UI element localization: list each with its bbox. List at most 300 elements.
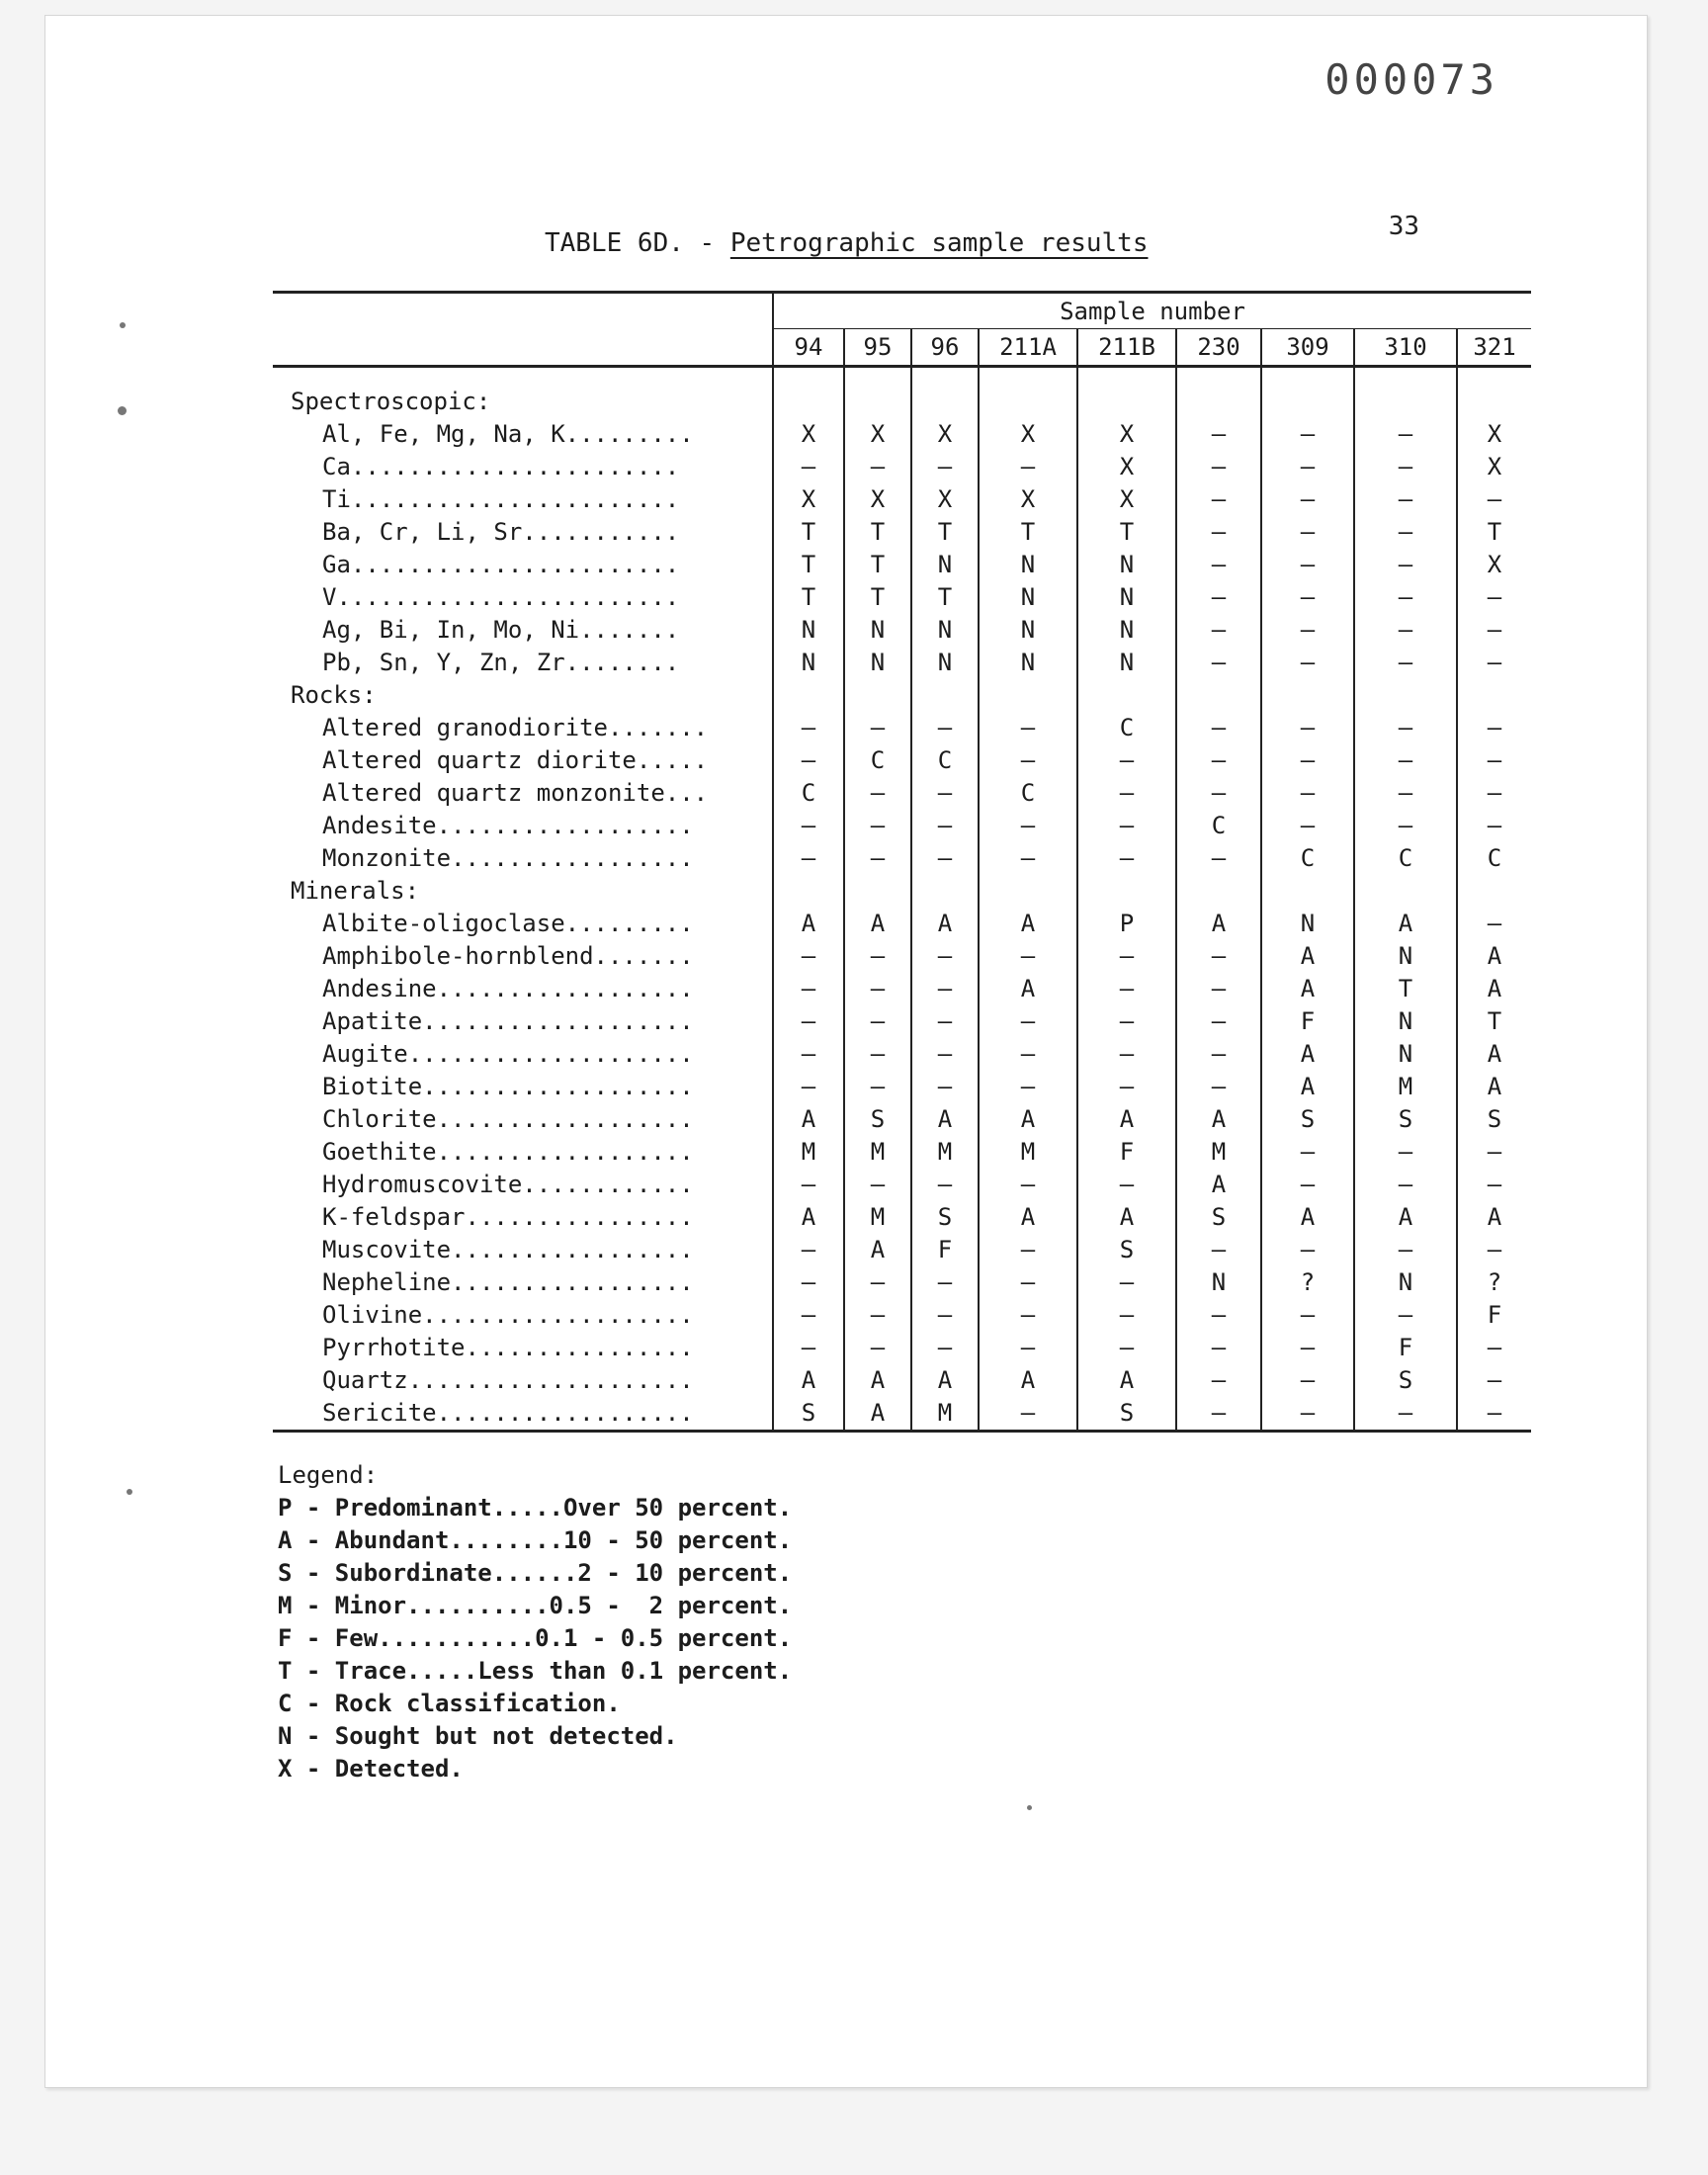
result-cell: – [979,1038,1077,1071]
table-row [273,516,1531,549]
result-cell: S [1077,1397,1176,1432]
result-cell: ? [1261,1266,1354,1299]
table-row [273,1005,1531,1038]
result-cell: M [1176,1136,1261,1169]
result-cell: A [844,1397,911,1432]
result-cell [1457,875,1531,908]
result-cell: A [773,1103,844,1136]
result-cell: X [911,418,979,451]
section-row [273,679,1531,712]
result-cell [1354,679,1457,712]
result-cell [773,679,844,712]
result-cell: F [1261,1005,1354,1038]
result-cell: – [911,1005,979,1038]
result-cell: M [844,1201,911,1234]
section-label: Spectroscopic: [291,388,491,415]
result-cell: T [773,549,844,581]
result-cell: X [844,418,911,451]
row-label: Chlorite.................. [322,1105,694,1133]
table-row [273,1266,1531,1299]
result-cell: F [1457,1299,1531,1332]
result-cell: S [1457,1103,1531,1136]
result-cell: A [911,1364,979,1397]
result-cell [844,367,911,419]
result-cell: S [1176,1201,1261,1234]
result-cell: – [844,973,911,1005]
result-cell: – [844,712,911,744]
result-cell: A [1077,1364,1176,1397]
result-cell: – [1176,940,1261,973]
result-cell: – [979,744,1077,777]
result-cell: C [1457,842,1531,875]
result-cell [979,367,1077,419]
result-cell: – [773,810,844,842]
result-cell: – [844,1169,911,1201]
result-cell [1176,679,1261,712]
result-cell: N [1077,647,1176,679]
result-cell: – [773,1299,844,1332]
result-cell: A [844,1234,911,1266]
result-cell: T [1077,516,1176,549]
result-cell: N [1354,1005,1457,1038]
table-row [273,908,1531,940]
result-cell: A [773,1364,844,1397]
row-label: Ba, Cr, Li, Sr........... [322,518,680,546]
result-cell: – [1354,647,1457,679]
result-cell: – [1261,1397,1354,1432]
result-cell: – [1354,1397,1457,1432]
result-cell: – [979,1266,1077,1299]
table-row [273,1397,1531,1432]
table-row [273,973,1531,1005]
result-cell [1354,367,1457,419]
result-cell: – [1077,1071,1176,1103]
result-cell: A [1176,908,1261,940]
legend-items [278,1492,792,1785]
result-cell: T [1457,1005,1531,1038]
result-cell: – [1176,451,1261,483]
result-cell: – [911,1169,979,1201]
result-cell: F [911,1234,979,1266]
result-cell: – [1261,744,1354,777]
row-label: Hydromuscovite............ [322,1171,694,1198]
result-cell: – [1077,744,1176,777]
result-cell: – [1354,712,1457,744]
result-cell: A [844,1364,911,1397]
result-cell: T [911,581,979,614]
sample-column-header: 96 [911,329,979,367]
result-cell: N [1354,1038,1457,1071]
table-row [273,1201,1531,1234]
result-cell: – [911,712,979,744]
row-label: Amphibole-hornblend....... [322,942,694,970]
result-cell: – [1261,483,1354,516]
result-cell: T [1457,516,1531,549]
row-label: Goethite.................. [322,1138,694,1166]
result-cell: – [1457,1234,1531,1266]
paper-speck [1027,1805,1032,1810]
result-cell: – [911,1071,979,1103]
row-label: Albite-oligoclase......... [322,910,694,937]
sample-column-header: 310 [1354,329,1457,367]
result-cell: A [1457,973,1531,1005]
table-row [273,1169,1531,1201]
result-cell: – [1176,418,1261,451]
result-cell: – [1261,777,1354,810]
result-cell: – [1077,1005,1176,1038]
result-cell: X [773,483,844,516]
result-cell: – [979,1332,1077,1364]
result-cell: N [1354,1266,1457,1299]
result-cell: – [1077,1299,1176,1332]
result-cell: – [1354,451,1457,483]
table-row [273,940,1531,973]
legend-item: F - Few...........0.1 - 0.5 percent. [278,1624,793,1652]
row-label: Ag, Bi, In, Mo, Ni....... [322,616,680,644]
result-cell: T [844,581,911,614]
result-cell: – [1354,516,1457,549]
result-cell: A [1354,908,1457,940]
result-cell: A [1457,1201,1531,1234]
result-cell: N [911,647,979,679]
result-cell: – [844,1332,911,1364]
row-label: Altered quartz diorite..... [322,746,709,774]
row-label: Sericite.................. [273,1397,773,1432]
result-cell: X [1077,418,1176,451]
result-cell: X [844,483,911,516]
result-cell: – [1457,581,1531,614]
table-row [273,1038,1531,1071]
result-cell [979,679,1077,712]
legend-item: X - Detected. [278,1755,464,1783]
table-body [273,367,1531,1432]
result-cell: – [1261,549,1354,581]
result-cell: – [1176,1071,1261,1103]
result-cell: N [1354,940,1457,973]
result-cell: – [1176,744,1261,777]
result-cell: – [1077,810,1176,842]
result-cell: F [1077,1136,1176,1169]
result-cell: – [1457,1169,1531,1201]
row-label: V........................ [322,583,680,611]
result-cell: A [1457,1071,1531,1103]
result-cell: N [1261,908,1354,940]
legend [278,1459,792,1785]
result-cell: – [1077,1038,1176,1071]
result-cell: X [1457,549,1531,581]
result-cell: A [1176,1169,1261,1201]
row-label: Ca....................... [322,453,680,480]
result-cell: – [1176,549,1261,581]
row-label: Altered quartz monzonite... [322,779,709,807]
result-cell [911,875,979,908]
result-cell: – [1176,1364,1261,1397]
result-cell: – [979,940,1077,973]
table-row [273,1364,1531,1397]
result-cell [1077,679,1176,712]
petrographic-results-table [273,291,1531,1433]
table-title-prefix: TABLE 6D. - [545,228,730,258]
result-cell [1261,875,1354,908]
result-cell: – [1176,842,1261,875]
result-cell: S [1354,1364,1457,1397]
result-cell: – [911,1266,979,1299]
paper-speck [127,1489,132,1495]
result-cell: A [1457,1038,1531,1071]
result-cell: – [844,1071,911,1103]
result-cell: – [844,1266,911,1299]
result-cell: N [844,647,911,679]
legend-item: C - Rock classification. [278,1690,621,1717]
result-cell: N [844,614,911,647]
result-cell: M [979,1136,1077,1169]
table-row [273,581,1531,614]
result-cell: – [1176,647,1261,679]
result-cell: – [1354,777,1457,810]
result-cell: – [1077,940,1176,973]
row-label: Muscovite................. [322,1236,694,1263]
result-cell: T [979,516,1077,549]
result-cell: X [1457,451,1531,483]
result-cell [1176,367,1261,419]
page-number: 33 [1388,212,1419,241]
result-cell: – [844,1299,911,1332]
result-cell: – [1176,581,1261,614]
result-cell: – [1261,712,1354,744]
result-cell: – [1261,1136,1354,1169]
result-cell: – [1457,744,1531,777]
result-cell: – [1457,908,1531,940]
result-cell [1176,875,1261,908]
result-cell: – [979,712,1077,744]
result-cell: – [773,842,844,875]
result-cell: F [1354,1332,1457,1364]
result-cell: – [773,973,844,1005]
result-cell: C [979,777,1077,810]
result-cell: – [1457,1136,1531,1169]
result-cell: – [979,1234,1077,1266]
result-cell: – [1261,1299,1354,1332]
result-cell: – [1176,973,1261,1005]
result-cell: A [979,1103,1077,1136]
result-cell: – [1261,810,1354,842]
result-cell: – [979,810,1077,842]
result-cell: – [1354,418,1457,451]
result-cell: – [1354,614,1457,647]
result-cell: A [1261,940,1354,973]
sample-column-header: 95 [844,329,911,367]
table-row [273,418,1531,451]
result-cell: – [1261,1234,1354,1266]
result-cell: – [1457,647,1531,679]
result-cell: T [911,516,979,549]
row-label: Pyrrhotite................ [322,1334,694,1361]
row-label: Pb, Sn, Y, Zn, Zr........ [322,649,680,676]
result-cell: A [773,1201,844,1234]
row-label: Andesite.................. [322,812,694,839]
result-cell [911,367,979,419]
result-cell: M [844,1136,911,1169]
result-cell: – [1176,1234,1261,1266]
result-cell: A [1261,1201,1354,1234]
result-cell: X [773,418,844,451]
result-cell: X [979,483,1077,516]
result-cell: – [773,744,844,777]
result-cell: – [773,1234,844,1266]
result-cell: M [911,1397,979,1432]
result-cell: – [979,1397,1077,1432]
result-cell: S [1077,1234,1176,1266]
result-cell: – [1261,516,1354,549]
result-cell [1457,367,1531,419]
result-cell: N [979,647,1077,679]
result-cell: S [844,1103,911,1136]
result-cell: – [1261,418,1354,451]
result-cell: – [911,1332,979,1364]
table-row [273,842,1531,875]
result-cell: T [773,516,844,549]
result-cell: N [1077,614,1176,647]
sample-column-header: 94 [773,329,844,367]
result-cell: – [979,1299,1077,1332]
legend-item: M - Minor..........0.5 - 2 percent. [278,1592,793,1619]
section-label: Minerals: [291,877,420,905]
result-cell: – [1261,614,1354,647]
result-cell: S [1354,1103,1457,1136]
result-cell: – [1354,1136,1457,1169]
result-cell: – [1457,777,1531,810]
result-cell: N [773,614,844,647]
legend-item: A - Abundant........10 - 50 percent. [278,1526,793,1554]
table-row [273,810,1531,842]
table-row [273,1234,1531,1266]
legend-title: Legend: [278,1461,379,1489]
result-cell: C [1354,842,1457,875]
result-cell: – [911,810,979,842]
result-cell [1261,679,1354,712]
row-label: Monzonite................. [322,844,694,872]
result-cell: – [1176,712,1261,744]
legend-item: N - Sought but not detected. [278,1722,678,1750]
result-cell [911,679,979,712]
result-cell: – [1354,483,1457,516]
result-cell: C [1077,712,1176,744]
row-label: Biotite................... [322,1073,694,1100]
table-row [273,1299,1531,1332]
result-cell: N [1077,581,1176,614]
result-cell: N [911,549,979,581]
result-cell: – [1077,1266,1176,1299]
result-cell: A [1261,1071,1354,1103]
result-cell: – [979,842,1077,875]
result-cell: – [844,777,911,810]
result-cell: – [979,1071,1077,1103]
result-cell: – [1176,614,1261,647]
result-cell: – [773,1071,844,1103]
result-cell: – [911,1038,979,1071]
result-cell: – [1354,810,1457,842]
row-label: Ga....................... [322,551,680,578]
table-row [273,777,1531,810]
result-cell: – [979,1169,1077,1201]
result-cell: – [1176,777,1261,810]
result-cell: P [1077,908,1176,940]
result-cell: A [1077,1201,1176,1234]
result-cell: – [911,1299,979,1332]
row-label: Quartz.................... [322,1366,694,1394]
row-label: Andesine.................. [322,975,694,1002]
result-cell: – [1176,483,1261,516]
result-cell: A [979,1201,1077,1234]
result-cell [1457,679,1531,712]
sample-column-header: 230 [1176,329,1261,367]
section-row [273,367,1531,419]
result-cell: – [773,1266,844,1299]
result-cell: – [911,777,979,810]
result-cell: M [773,1136,844,1169]
result-cell: T [844,549,911,581]
result-cell: – [1457,1364,1531,1397]
result-cell: A [844,908,911,940]
result-cell: – [1354,1299,1457,1332]
result-cell: N [773,647,844,679]
result-cell: – [844,810,911,842]
table-row [273,483,1531,516]
table-row [273,614,1531,647]
result-cell [773,875,844,908]
result-cell: C [773,777,844,810]
result-cell: – [1457,810,1531,842]
result-cell: ? [1457,1266,1531,1299]
result-cell: T [773,581,844,614]
result-cell [1077,875,1176,908]
document-id: 000073 [1324,55,1498,104]
result-cell: – [979,451,1077,483]
result-cell: – [773,451,844,483]
row-label: Al, Fe, Mg, Na, K......... [322,420,694,448]
result-cell: – [1261,1169,1354,1201]
result-cell: C [1261,842,1354,875]
result-cell: – [1354,1169,1457,1201]
result-cell: – [1354,1234,1457,1266]
legend-item: S - Subordinate......2 - 10 percent. [278,1559,793,1587]
result-cell: – [1176,516,1261,549]
table-row [273,549,1531,581]
row-label: Altered granodiorite....... [322,714,709,741]
table-title-text: Petrographic sample results [729,228,1149,258]
result-cell [773,367,844,419]
result-cell: – [773,1038,844,1071]
table-row [273,451,1531,483]
result-cell: C [1176,810,1261,842]
result-cell: A [1261,973,1354,1005]
table-row [273,1103,1531,1136]
result-cell: – [1261,451,1354,483]
sample-column-header: 211B [1077,329,1176,367]
sample-column-header: 309 [1261,329,1354,367]
result-cell: X [979,418,1077,451]
result-cell: S [1261,1103,1354,1136]
table-stub-header [273,293,773,367]
result-cell: – [1077,973,1176,1005]
table-row [273,647,1531,679]
result-cell: – [844,451,911,483]
result-cell: – [1261,1332,1354,1364]
result-cell: N [979,549,1077,581]
section-label: Rocks: [291,681,377,709]
result-cell: M [911,1136,979,1169]
result-cell: A [911,1103,979,1136]
